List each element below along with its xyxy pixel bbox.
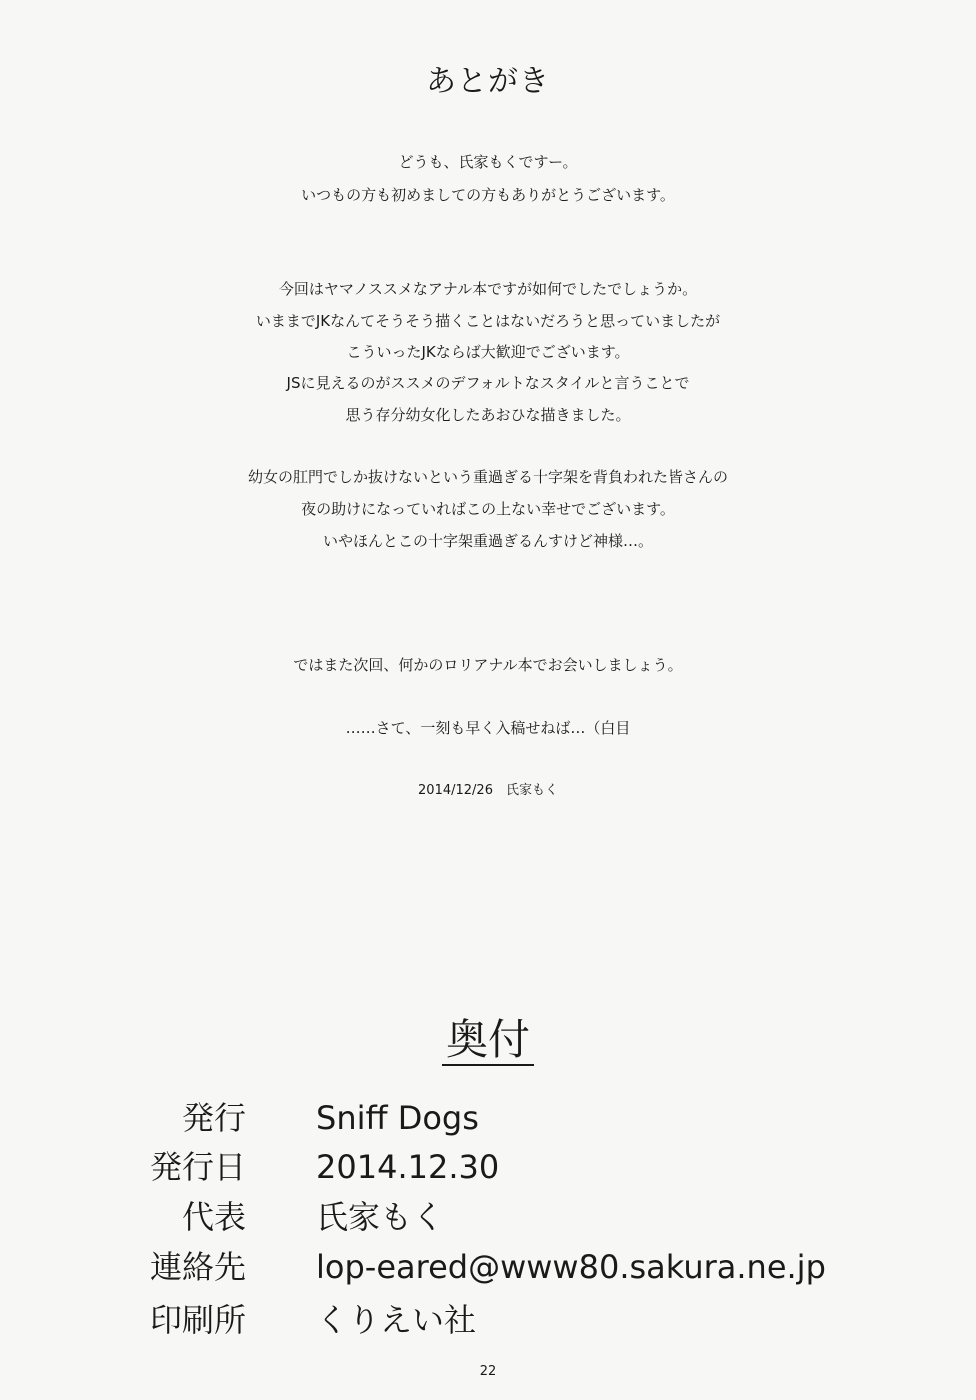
colophon-value: Sniff Dogs (316, 1099, 479, 1137)
colophon-row-contact (0, 1245, 976, 1293)
page-number: 22 (479, 1364, 497, 1379)
colophon-value: 2014.12.30 (316, 1148, 500, 1186)
afterword-line: 夜の助けになっていればこの上ない幸せでございます。 (301, 500, 675, 518)
colophon-label: 代表 (181, 1198, 246, 1236)
afterword-line: ……さて、一刻も早く入稿せねば…（白目 (345, 719, 631, 737)
afterword-line: JSに見えるのがススメのデフォルトなスタイルと言うことで (286, 374, 690, 392)
afterword-line: いつもの方も初めましての方もありがとうございます。 (301, 186, 675, 204)
colophon-label: 印刷所 (149, 1301, 246, 1339)
afterword-line: ではまた次回、何かのロリアナル本でお会いしましょう。 (293, 656, 683, 674)
colophon-value: くりえい社 (316, 1301, 477, 1339)
afterword-line: いままでJKなんてそうそう描くことはないだろうと思っていましたが (255, 312, 721, 330)
colophon-row-printer (0, 1298, 976, 1346)
afterword-title: あとがき (426, 64, 550, 99)
colophon-row-representative (0, 1195, 976, 1243)
colophon-label: 連絡先 (149, 1248, 246, 1286)
afterword-line: 幼女の肛門でしか抜けないという重過ぎる十字架を背負われた皆さんの (247, 468, 728, 486)
afterword-line: 今回はヤマノススメなアナル本ですが如何でしたでしょうか。 (278, 280, 698, 298)
afterword-line: どうも、氏家もくですー。 (398, 153, 578, 171)
afterword-line: 思う存分幼女化したあおひな描きました。 (345, 406, 631, 424)
afterword-date-signature: 2014/12/26 氏家もく (418, 783, 558, 798)
colophon-label: 発行日 (149, 1148, 246, 1186)
colophon-value: 氏家もく (316, 1198, 445, 1236)
colophon-title-text: 奥付 (442, 1015, 534, 1066)
colophon-title (0, 1012, 976, 1068)
afterword-line: いやほんとこの十字架重過ぎるんすけど神様…。 (322, 532, 653, 550)
colophon-label: 発行 (181, 1099, 246, 1137)
colophon-row-publisher (0, 1096, 976, 1144)
colophon-value: lop-eared@www80.sakura.ne.jp (316, 1248, 826, 1286)
afterword-line: こういったJKならば大歓迎でございます。 (346, 343, 630, 361)
colophon-row-date (0, 1145, 976, 1193)
